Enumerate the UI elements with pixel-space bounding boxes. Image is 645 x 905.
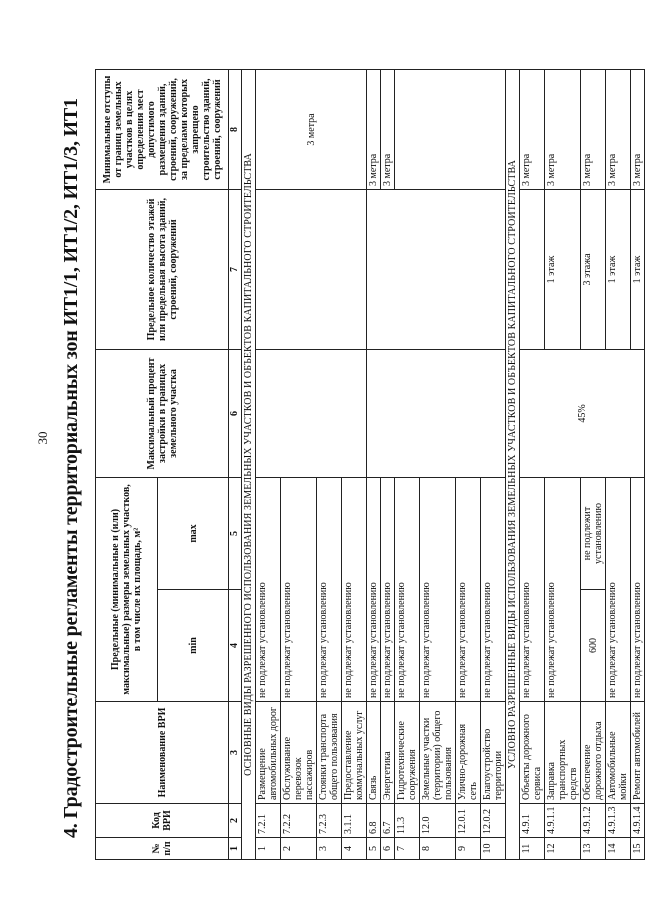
row-name: Заправка транспортных средств [545,702,581,804]
header-code: Код ВРИ [96,804,229,838]
row-name: Автомобильные мойки [606,702,631,804]
row-name: Обслуживание перевозок пассажиров [281,702,317,804]
row-size: не подлежат установлению [606,477,631,701]
header-name: Наименование ВРИ [96,702,229,804]
col-num-2: 2 [229,804,242,838]
row-size: не подлежат установлению [456,477,481,701]
row-size: не подлежат установлению [256,477,281,701]
row-code: 6.8 [367,804,381,838]
col-num-1: 1 [229,838,242,860]
row-offset: 3 метра [545,69,581,189]
row-floors: 1 этаж [545,189,581,349]
row-offset: 3 метра [381,69,395,189]
row-size: не подлежат установлению [281,477,317,701]
row-offset: 3 метра [581,69,606,189]
row-code: 4.9.1.3 [606,804,631,838]
table-row [367,69,381,859]
header-min: min [158,590,229,702]
regulations-table-wrap [95,70,645,860]
row-name: Связь [367,702,381,804]
col-num-6: 6 [229,349,242,477]
header-row [96,69,158,859]
row-name: Гидротехнические сооружения [395,702,420,804]
col-num-7: 7 [229,189,242,349]
row-offset: 3 метра [520,69,545,189]
header-floors: Предельное количество этажей или предельная высота зданий, строений, сооружений [96,189,229,349]
document-title: 4. Градостроительные регламенты территориальных зон ИТ1/1, ИТ1/2, ИТ1/3, ИТ1 [60,98,82,838]
col-num-8: 8 [229,69,242,189]
row-name: Улично-дорожная сеть [456,702,481,804]
row-no: 15 [631,838,645,860]
row-no: 1 [256,838,281,860]
row-floors [520,189,545,349]
row-offset: 3 метра [606,69,631,189]
main-floors-cell [256,189,367,349]
row-no: 8 [420,838,456,860]
row-name: Обеспечение дорожного отдыха [581,702,606,804]
section-main-title: ОСНОВНЫЕ ВИДЫ РАЗРЕШЕННОГО ИСПОЛЬЗОВАНИЯ ЗЕМЕЛЬНЫХ УЧАСТКОВ И ОБЪЕКТОВ КАПИТАЛЬНОГО СТРОИТЕЛЬСТВА [242,69,256,859]
page-number: 30 [35,431,50,445]
row-name: Стоянки транспорта общего пользования [317,702,342,804]
row-no: 2 [281,838,317,860]
section-conditional-title: УСЛОВНО РАЗРЕШЕННЫЕ ВИДЫ ИСПОЛЬЗОВАНИЯ ЗЕМЕЛЬНЫХ УЧАСТКОВ И ОБЪЕКТОВ КАПИТАЛЬНОГО СТРОИТЕЛЬСТВА [506,69,520,859]
row-name: Размещение автомобильных дорог [256,702,281,804]
row-size: не подлежат установлению [367,477,381,701]
row-name: Благоустройство территории [481,702,506,804]
rotated-page [60,70,643,860]
row-size: не подлежат установлению [317,477,342,701]
row-code: 4.9.1.1 [545,804,581,838]
row-size: не подлежат установлению [520,477,545,701]
header-offsets: Минимальные отступы от границ земельных участков в целях определения мест допустимого размещения зданий, строений, сооружений, за пределами которых запрещено строительство зданий, строений, сооружений [96,69,229,189]
col-num-3: 3 [229,702,242,804]
row-name: Ремонт автомобилей [631,702,645,804]
row-code: 12.0.2 [481,804,506,838]
col-num-4: 4 [229,590,242,702]
main-percent-cell-2 [367,349,506,477]
row-code: 6.7 [381,804,395,838]
row-code: 11.3 [395,804,420,838]
col-num-5: 5 [229,477,242,589]
row-name: Земельные участки (территории) общего пользования [420,702,456,804]
main-offset-group: 3 метра [256,69,367,189]
row-size-min: 600 [581,590,606,702]
row-code: 4.9.1.4 [631,804,645,838]
row-name: Энергетика [381,702,395,804]
row-code: 3.1.1 [342,804,367,838]
column-number-row [229,69,242,859]
row-no: 6 [381,838,395,860]
row-size: не подлежат установлению [631,477,645,701]
row-code: 4.9.1 [520,804,545,838]
row-no: 12 [545,838,581,860]
header-no: № п/п [96,838,229,860]
table-row [520,69,545,859]
row-size: не подлежат установлению [481,477,506,701]
row-code: 7.2.2 [281,804,317,838]
cond-percent: 45% [520,349,645,477]
table-row [256,69,281,859]
row-no: 3 [317,838,342,860]
row-size: не подлежат установлению [381,477,395,701]
row-code: 12.0 [420,804,456,838]
row-size-max: не подлежит установлению [581,477,606,589]
row-no: 10 [481,838,506,860]
row-name: Объекты дорожного сервиса [520,702,545,804]
main-floors-cell-2 [367,189,506,349]
row-code: 7.2.1 [256,804,281,838]
header-size: Предельные (минимальные и (или) максимальные) размеры земельных участков, в том числе их площадь, м² [96,477,158,701]
main-offset-empty [395,69,506,189]
row-size: не подлежат установлению [545,477,581,701]
row-no: 9 [456,838,481,860]
row-floors: 3 этажа [581,189,606,349]
row-offset: 3 метра [631,69,645,189]
section-conditional-row [506,69,520,859]
row-code: 4.9.1.2 [581,804,606,838]
header-max: max [158,477,229,589]
row-no: 13 [581,838,606,860]
row-name: Предоставление коммунальных услуг [342,702,367,804]
section-main-row [242,69,256,859]
row-no: 14 [606,838,631,860]
row-offset: 3 метра [367,69,381,189]
row-no: 4 [342,838,367,860]
row-no: 11 [520,838,545,860]
row-no: 5 [367,838,381,860]
row-code: 7.2.3 [317,804,342,838]
row-no: 7 [395,838,420,860]
main-percent-cell [256,349,367,477]
row-size: не подлежат установлению [420,477,456,701]
row-floors: 1 этаж [606,189,631,349]
header-percent: Максимальный процент застройки в границах земельного участка [96,349,229,477]
row-size: не подлежат установлению [395,477,420,701]
regulations-table [95,69,645,860]
row-code: 12.0.1 [456,804,481,838]
row-size: не подлежат установлению [342,477,367,701]
row-floors: 1 этаж [631,189,645,349]
